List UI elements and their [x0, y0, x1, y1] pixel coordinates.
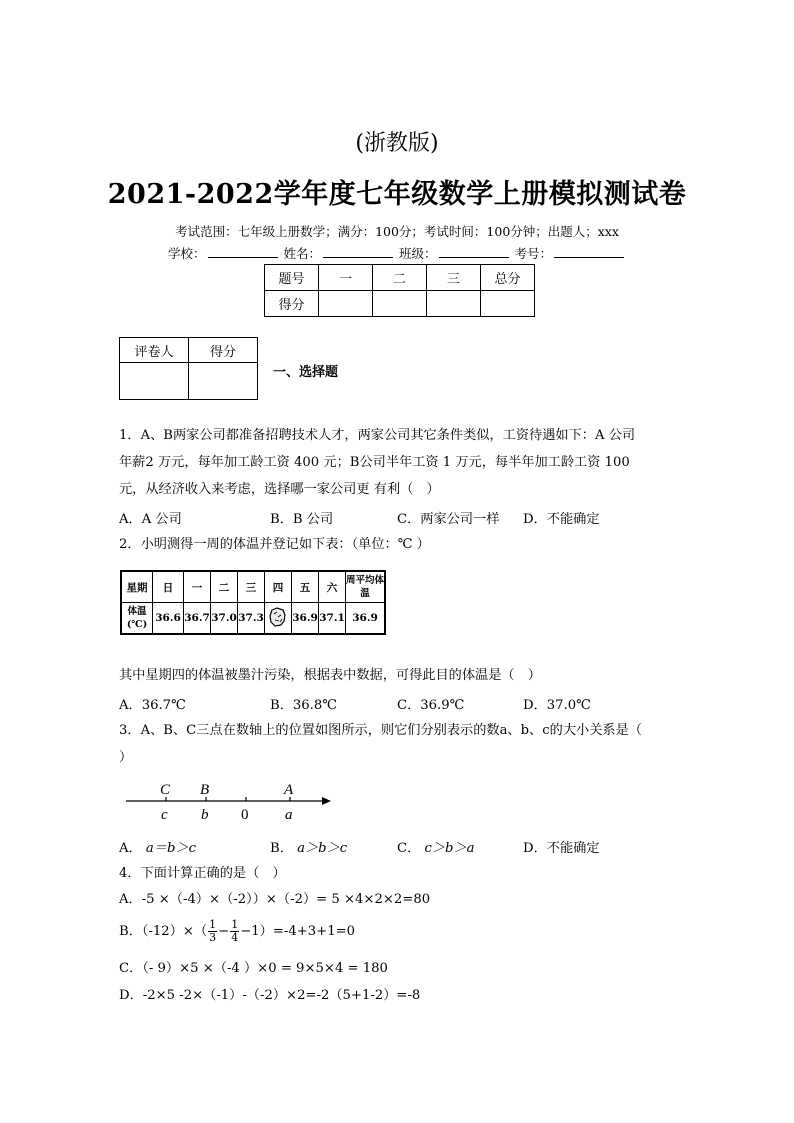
- ink-stain-icon: [269, 607, 287, 627]
- score-cell[interactable]: [373, 291, 427, 317]
- school-blank[interactable]: [208, 245, 278, 258]
- temp-header-cell: 五: [292, 571, 319, 603]
- exam-number-blank[interactable]: [554, 245, 624, 258]
- fraction-one-third: [208, 919, 217, 944]
- section-title: 一、选择题: [273, 365, 339, 380]
- temp-header-cell: 星期: [121, 571, 153, 603]
- value-label-0: 0: [241, 807, 249, 823]
- score-table-score-row: [265, 291, 535, 317]
- score-header-cell: 三: [427, 265, 481, 291]
- question-3-stem: 3．A、B、C三点在数轴上的位置如图所示，则它们分别表示的数a、b、c的大小关系是（: [119, 723, 642, 738]
- score-row-label: 得分: [265, 291, 319, 317]
- value-label-b: b: [201, 807, 209, 823]
- q3-option-b[interactable]: [270, 837, 347, 856]
- temp-header-cell: 六: [319, 571, 346, 603]
- temp-value: 36.7: [184, 603, 211, 635]
- exam-number-label: 考号：: [514, 246, 553, 261]
- class-blank[interactable]: [439, 245, 509, 258]
- class-label: 班级：: [399, 246, 437, 261]
- score-header-cell: 题号: [265, 265, 319, 291]
- page-title: 2021-2022学年度七年级数学上册模拟测试卷: [107, 179, 687, 210]
- q2-option-a[interactable]: A．36.7℃: [119, 698, 186, 713]
- q3-option-c-math: c＞b＞a: [424, 841, 475, 856]
- question-2-after: 其中星期四的体温被墨汁污染，根据表中数据，可得此目的体温是（ ）: [119, 668, 541, 683]
- temperature-table: [120, 570, 386, 635]
- q3-option-a-math: a＝b＞c: [145, 841, 196, 856]
- exam-scope: 考试范围：七年级上册数学；满分：100分；考试时间：100分钟；出题人；xxx: [175, 224, 619, 239]
- temp-value: 37.3: [238, 603, 265, 635]
- temp-header-cell: 三: [238, 571, 265, 603]
- q1-option-b[interactable]: B．B 公司: [270, 512, 334, 527]
- q3-option-c-letter: C．: [397, 841, 421, 856]
- axis-arrow-icon: [322, 797, 331, 805]
- q3-option-b-math: a＞b＞c: [297, 841, 348, 856]
- q2-option-c[interactable]: C．36.9℃: [397, 698, 465, 713]
- question-1-line: 元，从经济收入来考虑，选择哪一家公司更 有利（ ）: [119, 482, 440, 497]
- score-cell[interactable]: [481, 291, 535, 317]
- question-1-line: 年薪2 万元，每年加工龄工资 400 元；B公司半年工资 1 万元，每半年加工龄工资 100: [119, 455, 630, 470]
- q3-option-a-letter: A．: [119, 841, 142, 856]
- student-info-fields: [168, 244, 626, 262]
- question-1-stem: [119, 426, 635, 500]
- grader-score-header: 得分: [189, 338, 258, 363]
- temp-value: 36.6: [153, 603, 184, 635]
- number-line-figure: [120, 778, 340, 824]
- q3-option-c[interactable]: [397, 837, 475, 856]
- name-label: 姓名：: [283, 246, 322, 261]
- q4-option-b-suffix: −1）=-4+3+1=0: [240, 924, 356, 939]
- q4-option-b-prefix: B．（-12）×（: [119, 924, 208, 939]
- score-table: [264, 264, 535, 317]
- grader-header: 评卷人: [120, 338, 189, 363]
- question-4-stem: 4．下面计算正确的是（ ）: [119, 866, 286, 881]
- name-blank[interactable]: [323, 245, 393, 258]
- grader-cell[interactable]: [120, 363, 189, 400]
- ink-stain-cell: [265, 603, 292, 635]
- temp-header-cell: 日: [153, 571, 184, 603]
- school-label: 学校：: [168, 246, 206, 261]
- value-label-c: c: [161, 807, 168, 823]
- fraction-denominator: 3: [209, 931, 217, 944]
- q3-option-d[interactable]: D．不能确定: [523, 841, 600, 856]
- temp-header-cell: 周平均体温: [346, 571, 386, 603]
- q4-option-c[interactable]: C．（- 9）×5 ×（-4 ）×0 = 9×5×4 = 180: [119, 961, 388, 976]
- score-header-cell: 总分: [481, 265, 535, 291]
- question-2-stem: 2．小明测得一周的体温并登记如下表：（单位：℃ ）: [119, 537, 430, 552]
- temp-value: 37.0: [211, 603, 238, 635]
- fraction-one-quarter: [230, 919, 239, 944]
- grader-score-cell[interactable]: [189, 363, 258, 400]
- score-cell[interactable]: [319, 291, 373, 317]
- temp-header-cell: 一: [184, 571, 211, 603]
- point-label-a: A: [284, 782, 294, 798]
- temp-value: 37.1: [319, 603, 346, 635]
- temp-header-cell: 四: [265, 571, 292, 603]
- q1-option-d[interactable]: D．不能确定: [523, 512, 600, 527]
- q4-option-b[interactable]: [119, 918, 355, 946]
- q1-option-c[interactable]: C．两家公司一样: [397, 512, 500, 527]
- score-table-header-row: [265, 265, 535, 291]
- subtitle: (浙教版): [355, 131, 439, 156]
- temp-value: 36.9: [346, 603, 386, 635]
- q2-option-d[interactable]: D．37.0℃: [523, 698, 591, 713]
- point-label-c: C: [160, 782, 171, 798]
- fraction-numerator: 1: [231, 918, 239, 931]
- q3-option-a[interactable]: [119, 837, 196, 856]
- q3-option-b-letter: B．: [270, 841, 293, 856]
- question-1-line: 1．A、B两家公司都准备招聘技术人才，两家公司其它条件类似，工资待遇如下：A 公司: [119, 428, 636, 443]
- point-label-b: B: [200, 782, 210, 798]
- temp-header-cell: 二: [211, 571, 238, 603]
- score-header-cell: 一: [319, 265, 373, 291]
- question-3-stem-cont: ）: [119, 750, 133, 765]
- q4-option-d[interactable]: D．-2×5 -2×（-1）-（-2）×2=-2（5+1-2）=-8: [119, 988, 421, 1003]
- q2-option-b[interactable]: B．36.8℃: [270, 698, 337, 713]
- temp-row-label: 体温(℃): [121, 603, 153, 635]
- score-cell[interactable]: [427, 291, 481, 317]
- fraction-numerator: 1: [209, 918, 217, 931]
- temp-value: 36.9: [292, 603, 319, 635]
- value-label-a: a: [285, 807, 293, 823]
- grader-table: [119, 337, 258, 400]
- fraction-denominator: 4: [231, 931, 239, 944]
- score-header-cell: 二: [373, 265, 427, 291]
- q1-option-a[interactable]: A．A 公司: [119, 512, 182, 527]
- q4-option-a[interactable]: A．-5 ×（-4）×（-2））×（-2）= 5 ×4×2×2=80: [119, 892, 431, 907]
- minus-sign: −: [218, 924, 230, 939]
